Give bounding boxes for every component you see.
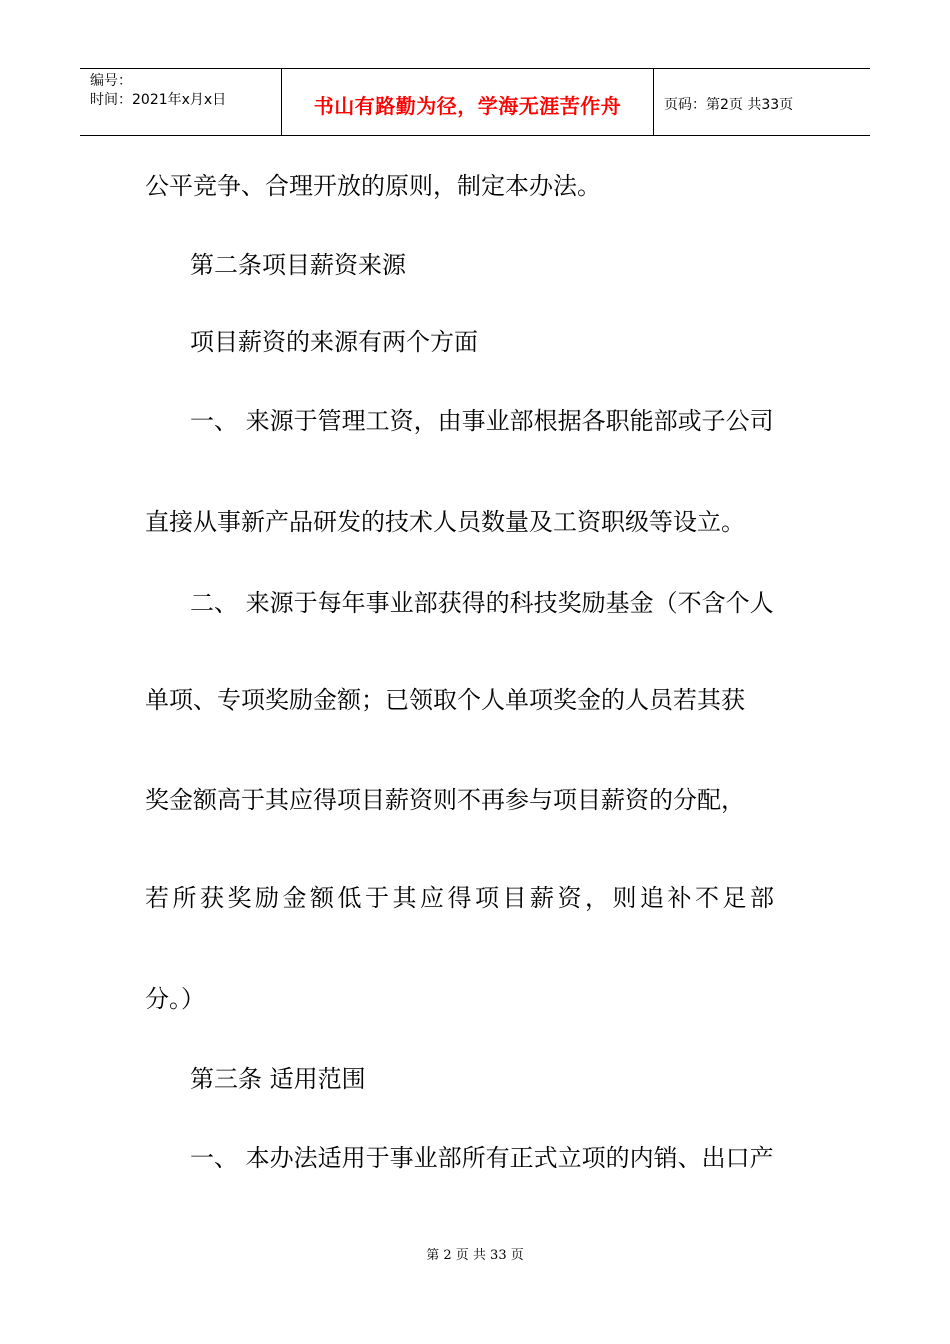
- header-meta-cell: [80, 69, 282, 135]
- header-page-info: 页码：第2页 共33页: [664, 97, 794, 113]
- header-page-cell: [654, 69, 868, 135]
- document-number-label: 编号：: [90, 73, 132, 89]
- header-motto: 书山有路勤为径，学海无涯苦作舟: [313, 93, 622, 118]
- body-line-6: 二、 来源于每年事业部获得的科技奖励基金（不含个人: [190, 589, 774, 617]
- article-3-heading: 第三条 适用范围: [190, 1065, 366, 1093]
- body-line-10: 分。）: [145, 985, 205, 1013]
- document-header: [80, 68, 870, 136]
- footer-page-number: 第 2 页 共 33 页: [426, 1248, 524, 1263]
- body-line-12: 一、 本办法适用于事业部所有正式立项的内销、出口产: [190, 1144, 774, 1172]
- document-time-label: 时间：2021年x月x日: [90, 92, 227, 108]
- body-line-8: 奖金额高于其应得项目薪资则不再参与项目薪资的分配，: [145, 786, 745, 814]
- article-2-heading: 第二条项目薪资来源: [190, 251, 406, 279]
- body-line-7: 单项、专项奖励金额；已领取个人单项奖金的人员若其获: [145, 686, 745, 714]
- header-motto-cell: [282, 69, 654, 135]
- body-line-3: 项目薪资的来源有两个方面: [190, 328, 478, 356]
- body-line-9: 若所获奖励金额低于其应得项目薪资，则追补不足部: [145, 884, 778, 912]
- body-line-5: 直接从事新产品研发的技术人员数量及工资职级等设立。: [145, 508, 745, 536]
- body-line-4: 一、 来源于管理工资，由事业部根据各职能部或子公司: [190, 407, 774, 435]
- body-line-1: 公平竞争、合理开放的原则，制定本办法。: [145, 172, 601, 200]
